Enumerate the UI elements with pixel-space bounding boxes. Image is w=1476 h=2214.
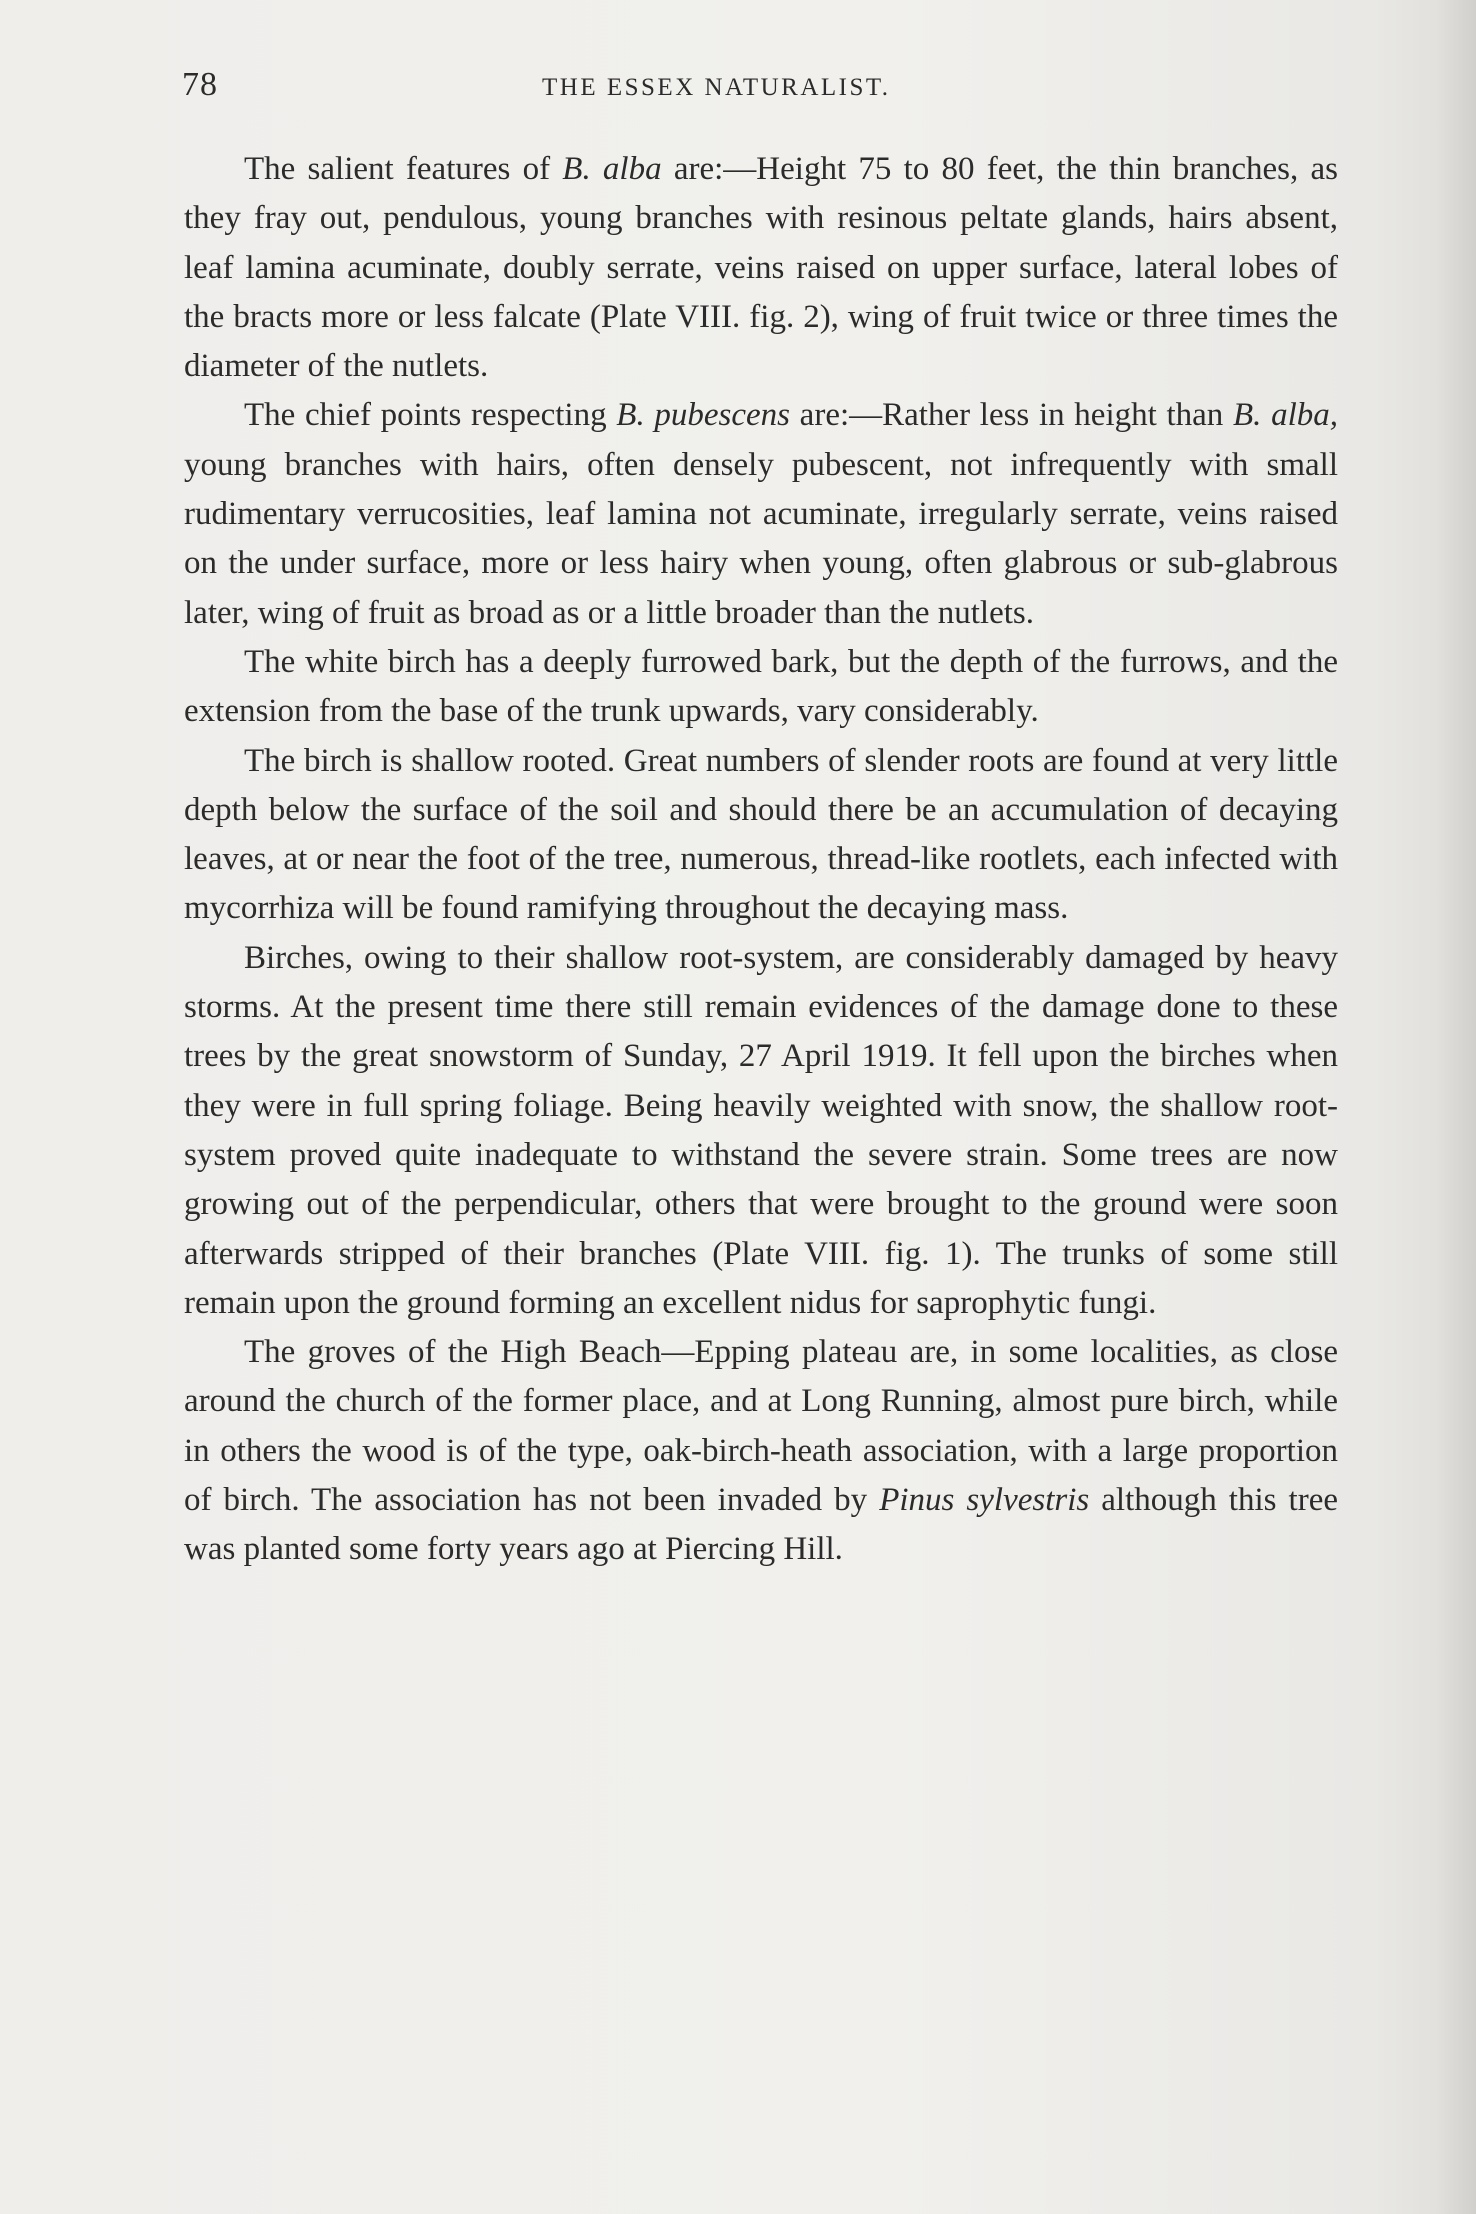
text-run: are:—Rather less in height than (790, 397, 1233, 434)
text-run: although this tree was planted some forty years ago at Piercing Hill. (184, 1482, 1338, 1568)
paragraph-roots: The birch is shallow rooted. Great numbers of slender roots are found at very little depth below the surface of the soil and should there be an accumulation of decaying leaves, at or near the foot of the tree, numerous, thread-like rootlets, each infected with mycorrhiza will be found ramifying throughout the decaying mass. (184, 742, 1338, 927)
text-run: are:—Height 75 to 80 feet, the thin branches, as they fray out, pendulous, young branches with resinous peltate glands, hairs absent, leaf lamina acuminate, doubly serrate, veins raised on upper surface, lateral lobes of the bracts more or less falcate (Plate VIII. fig. 2), wing of fruit twice or three times the diameter of the nutlets. (184, 151, 1338, 385)
species-name: Pinus sylvestris (879, 1482, 1090, 1519)
text-run: The groves of the High Beach—Epping plateau are, in some localities, as close around the church of the former place, and at Long Running, almost pure birch, while in others the wood is of the type, oak-birch-heath association, with a large proportion of birch. The association has not been invaded by (184, 1334, 1338, 1519)
paragraph-alba-features (184, 145, 1338, 391)
text-run: young branches with hairs, often densely pubescent, not infrequently with small rudimentary verrucosities, leaf lamina not acuminate, irregularly serrate, veins raised on the under surface, more or less hairy when young, often glabrous or sub-glabrous later, wing of fruit as broad as or a little broader than the nutlets. (184, 446, 1338, 631)
paragraph-bark: The white birch has a deeply furrowed bark, but the depth of the furrows, and the extension from the base of the trunk upwards, vary considerably. (184, 643, 1338, 730)
body-text (184, 145, 1338, 1575)
text-run: The chief points respecting (244, 397, 617, 434)
species-name: B. pubescens (616, 397, 790, 434)
page-number: 78 (182, 66, 218, 103)
text-run: The salient features of (244, 151, 563, 187)
paragraph-pubescens-points (184, 391, 1338, 637)
page-header (182, 62, 1342, 122)
paragraph-groves (184, 1328, 1338, 1574)
page-edge-shadow (1436, 0, 1476, 2214)
paragraph-storm-damage: Birches, owing to their shallow root-system, are considerably damaged by heavy storms. At the present time there still remain evidences of the damage done to these trees by the great snowstorm of Sunday, 27 April 1919. It fell upon the birches when they were in full spring foliage. Being heavily weighted with snow, the shallow root-system proved quite inadequate to withstand the severe strain. Some trees are now growing out of the perpendicular, others that were brought to the ground were soon afterwards stripped of their branches (Plate VIII. fig. 1). The trunks of some still remain upon the ground forming an excellent nidus for saprophytic fungi. (184, 939, 1338, 1321)
species-name: B. alba, (1232, 397, 1338, 434)
species-name: B. alba (562, 151, 662, 187)
running-title: THE ESSEX NATURALIST. (542, 74, 891, 101)
